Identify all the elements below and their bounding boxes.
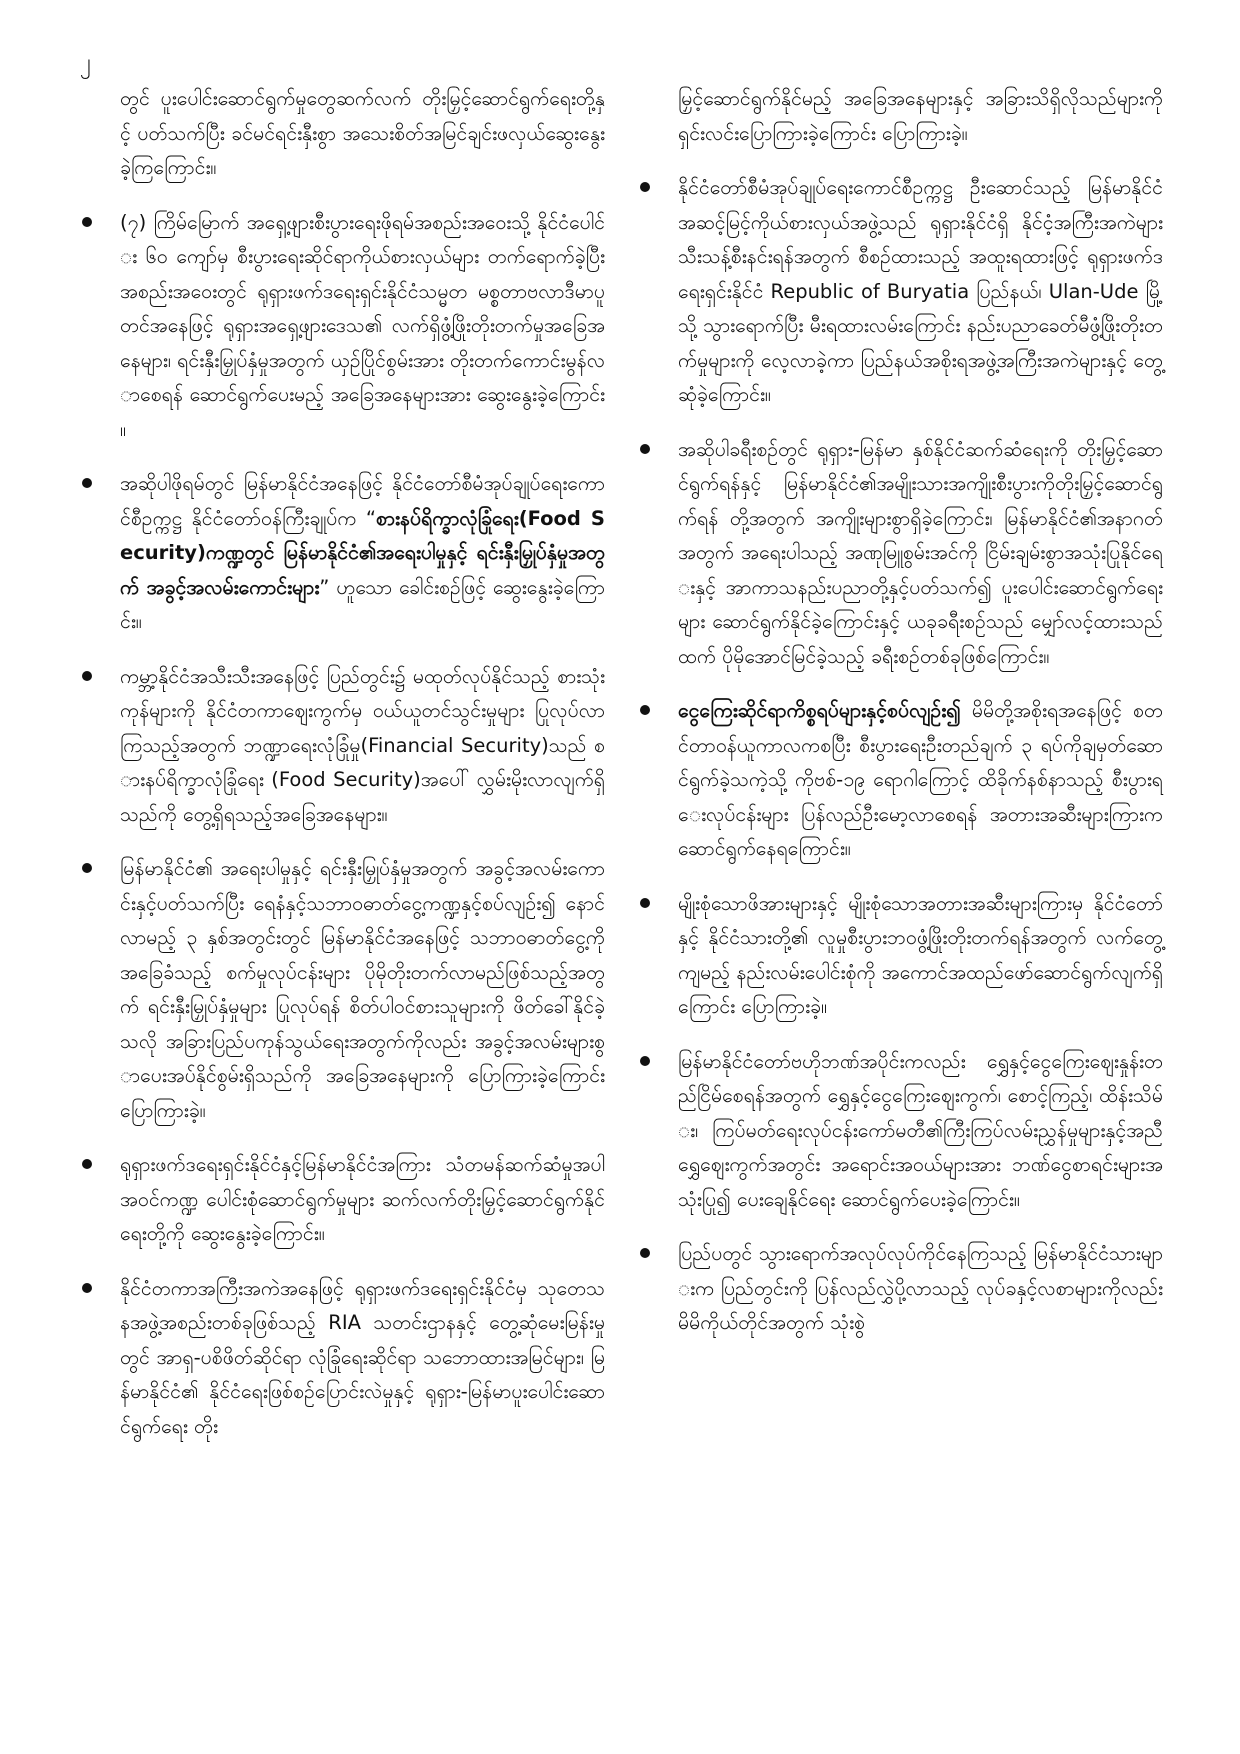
bullet-dot-icon [640,444,650,454]
bullet-text-post: မိမိတို့အစိုးရအနေဖြင့် စတင်တာဝန်ယူကာလကစပြီး စီးပွားရေးဦးတည်ချက် ၃ ရပ်ကိုချမှတ်ဆောင်ရွက်ခဲ့သကဲ့သို့ ကိုဗစ်-၁၉ ရောဂါကြောင့် ထိခိုက်နစ်နာသည့် စီးပွားရေးလုပ်ငန်းများ ပြန်လည်ဦးမော့လာစေရန် အတားအဆီးများကြားက ဆောင်ရွက်နေရကြောင်း။ [678,699,1163,860]
bullet-text-bold: ငွေကြေးဆိုင်ရာကိစ္စရပ်များနှင့်စပ်လျဉ်း၍ [678,699,961,722]
bullet-text: နိုင်ငံတကာအကြီးအကဲအနေဖြင့် ရုရှားဖက်ဒရေးရှင်းနိုင်ငံမှ သုတေသနအဖွဲ့အစည်းတစ်ခုဖြစ်သည့် RIA သတင်းဌာနနှင့် တွေ့ဆုံမေးမြန်းမှုတွင် အာရှ-ပစိဖိတ်ဆိုင်ရာ လုံခြုံရေးဆိုင်ရာ သဘောထားအမြင်များ၊ မြန်မာနိုင်ငံ၏ နိုင်ငံရေးဖြစ်စဉ်ပြောင်းလဲမှုနှင့် ရုရှား-မြန်မာပူးပေါင်းဆောင်ရွက်ရေး တိုး [120,1276,605,1438]
bullet-dot-icon [640,182,650,192]
page-number: ၂ [80,50,91,75]
bullet-dot-icon [640,898,650,908]
bullet-item [80,852,605,1128]
bullet-text: မျိုးစုံသောဖိအားများနှင့် မျိုးစုံသောအတားအဆီးများကြားမှ နိုင်ငံတော်နှင့် နိုင်ငံသားတို့၏ လူမှုစီးပွားဘဝဖွံ့ဖြိုးတိုးတက်ရန်အတွက် လက်တွေ့ကျမည့် နည်းလမ်းပေါင်းစုံကို အကောင်အထည်ဖော်ဆောင်ရွက်လျက်ရှိကြောင်း ပြောကြားခဲ့။ [678,891,1163,1018]
bullet-text: ကမ္ဘာ့နိုင်ငံအသီးသီးအနေဖြင့် ပြည်တွင်း၌ မထုတ်လုပ်နိုင်သည့် စားသုံးကုန်များကို နိုင်ငံတကာဈေးကွက်မှ ဝယ်ယူတင်သွင်းမှုများ ပြုလုပ်လာကြသည့်အတွက် ဘဏ္ဍာရေးလုံခြုံမှု(Financial Security)သည် စားနပ်ရိက္ခာလုံခြုံရေး (Food Security)အပေါ် လွှမ်းမိုးလာလျက်ရှိသည်ကို တွေ့ရှိရသည့်အခြေအနေများ။ [120,664,605,826]
bullet-item [638,1045,1163,1218]
bullet-dot-icon [82,671,92,681]
bullet-text: ရုရှားဖက်ဒရေးရှင်းနိုင်ငံနှင့်မြန်မာနိုင်ငံအကြား သံတမန်ဆက်ဆံမှုအပါအဝင်ကဏ္ဍ ပေါင်းစုံဆောင်ရွက်မှုများ ဆက်လက်တိုးမြှင့်ဆောင်ရွက်နိုင်ရေးတို့ကို ဆွေးနွေးခဲ့ကြောင်း။ [120,1153,605,1245]
bullet-text: အဆိုပါခရီးစဉ်တွင် ရုရှား-မြန်မာ နှစ်နိုင်ငံဆက်ဆံရေးကို တိုးမြှင့်ဆောင်ရွက်ရန်နှင့် မြန်မာနိုင်ငံ၏အမျိုးသားအကျိုးစီးပွားကိုတိုးမြှင့်ဆောင်ရွက်ရန် တို့အတွက် အကျိုးများစွာရှိခဲ့ကြောင်း၊ မြန်မာနိုင်ငံ၏အနာဂတ်အတွက် အရေးပါသည့် အဏုမြူစွမ်းအင်ကို ငြိမ်းချမ်းစွာအသုံးပြုနိုင်ရေးနှင့် အာကာသနည်းပညာတို့နှင့်ပတ်သက်၍ ပူးပေါင်းဆောင်ရွက်ရေးများ ဆောင်ရွက်နိုင်ခဲ့ကြောင်းနှင့် ယခုခရီးစဉ်သည် မျှော်လင့်ထားသည်ထက် ပိုမိုအောင်မြင်ခဲ့သည့် ခရီးစဉ်တစ်ခုဖြစ်ကြောင်း။ [678,437,1163,668]
bullet-item [638,694,1163,867]
bullet-dot-icon [640,705,650,715]
bullet-item [638,433,1163,675]
bullet-text: နိုင်ငံတော်စီမံအုပ်ချုပ်ရေးကောင်စီဥက္ကဋ္ဌ ဦးဆောင်သည့် မြန်မာနိုင်ငံ အဆင့်မြင့်ကိုယ်စားလှယ်အဖွဲ့သည် ရုရှားနိုင်ငံရှိ နိုင်ငံ့အကြီးအကဲများ သီးသန့်စီးနင်းရန်အတွက် စီစဉ်ထားသည့် အထူးရထားဖြင့် ရုရှားဖက်ဒရေးရှင်းနိုင်ငံ Republic of Buryatia ပြည်နယ်၊ Ulan-Ude မြို့သို့ သွားရောက်ပြီး မီးရထားလမ်းကြောင်း နည်းပညာခေတ်မီဖွံ့ဖြိုးတိုးတက်မှုများကို လေ့လာခဲ့ကာ ပြည်နယ်အစိုးရအဖွဲ့အကြီးအကဲများနှင့် တွေ့ဆုံခဲ့ကြောင်း။ [678,176,1163,406]
bullet-dot-icon [82,217,92,227]
bullet-item [638,887,1163,1025]
bullet-item [638,171,1163,413]
bullet-text: မြန်မာနိုင်ငံတော်ဗဟိုဘဏ်အပိုင်းကလည်း ရွှေနှင့်ငွေကြေးဈေးနှုန်းတည်ငြိမ်စေရန်အတွက် ရွှေနှင့်ငွေကြေးဈေးကွက်၊ စောင့်ကြည့်၊ ထိန်းသိမ်း၊ ကြပ်မတ်ရေးလုပ်ငန်းကော်မတီ၏ကြီးကြပ်လမ်းညွှန်မှုများနှင့်အညီ ရွှေဈေးကွက်အတွင်း အရောင်းအဝယ်များအား ဘဏ်ငွေစာရင်းများအသုံးပြု၍ ပေးချေနိုင်ရေး ဆောင်ရွက်ပေးခဲ့ကြောင်း။ [678,1049,1163,1211]
bullet-dot-icon [82,863,92,873]
bullet-text-post: ” ဟူသော ခေါင်းစဉ်ဖြင့် ဆွေးနွေးခဲ့ကြောင်း။ [120,575,605,633]
left-column [80,82,605,1464]
bullet-item [80,206,605,448]
bullet-item [638,1237,1163,1341]
bullet-text: (၇) ကြိမ်မြောက် အရှေ့ဖျားစီးပွားရေးဖိုရမ်အစည်းအဝေးသို့ နိုင်ငံပေါင်း ၆၀ ကျော်မှ စီးပွားရေးဆိုင်ရာကိုယ်စားလှယ်များ တက်ရောက်ခဲ့ပြီး အစည်းအဝေးတွင် ရုရှားဖက်ဒရေးရှင်းနိုင်ငံသမ္မတ မစ္စတာဗလာဒီမာပူတင်အနေဖြင့် ရုရှားအရှေ့ဖျားဒေသ၏ လက်ရှိဖွံ့ဖြိုးတိုးတက်မှုအခြေအနေများ၊ ရင်းနှီးမြှုပ်နှံမှုအတွက် ယှဉ်ပြိုင်စွမ်းအား တိုးတက်ကောင်းမွန်လာစေရန် ဆောင်ရွက်ပေးမည့် အခြေအနေများအား ဆွေးနွေးခဲ့ကြောင်း။ [120,210,605,441]
continuation-text: မြှင့်ဆောင်ရွက်နိုင်မည့် အခြေအနေများနှင့် အခြားသိရှိလိုသည်များကို ရှင်းလင်းပြောကြားခဲ့ကြောင်း ပြောကြားခဲ့။ [678,87,1163,145]
bullet-dot-icon [82,1283,92,1293]
bullet-item [80,467,605,640]
bullet-item [80,1148,605,1252]
bullet-text: ပြည်ပတွင် သွားရောက်အလုပ်လုပ်ကိုင်နေကြသည့် မြန်မာနိုင်ငံသားများက ပြည်တွင်းကို ပြန်လည်လွှဲပို့လာသည့် လုပ်ခနှင့်လစာများကိုလည်း မိမိကိုယ်တိုင်အတွက် သုံးစွဲ [678,1242,1163,1334]
bullet-dot-icon [640,1248,650,1258]
right-column [638,82,1163,1361]
bullet-text-pre: အဆိုပါဖိုရမ်တွင် မြန်မာနိုင်ငံအနေဖြင့် နိုင်ငံတော်စီမံအုပ်ချုပ်ရေးကောင်စီဥက္ကဋ္ဌ နိုင်ငံတော်ဝန်ကြီးချုပ်က “ [120,472,605,530]
bullet-item [80,660,605,833]
bullet-dot-icon [82,478,92,488]
bullet-text: မြန်မာနိုင်ငံ၏ အရေးပါမှုနှင့် ရင်းနှီးမြှုပ်နှံမှုအတွက် အခွင့်အလမ်းကောင်းနှင့်ပတ်သက်ပြီး ရေနံနှင့်သဘာဝဓာတ်ငွေ့ကဏ္ဍနှင့်စပ်လျဉ်း၍ နောင်လာမည့် ၃ နှစ်အတွင်းတွင် မြန်မာနိုင်ငံအနေဖြင့် သဘာဝဓာတ်ငွေ့ကို အခြေခံသည့် စက်မှုလုပ်ငန်းများ ပိုမိုတိုးတက်လာမည်ဖြစ်သည့်အတွက် ရင်းနှီးမြှုပ်နှံမှုများ ပြုလုပ်ရန် စိတ်ပါဝင်စားသူများကို ဖိတ်ခေါ်နိုင်ခဲ့သလို အခြားပြည်ပကုန်သွယ်ရေးအတွက်ကိုလည်း အခွင့်အလမ်းများစွာပေးအပ်နိုင်စွမ်းရှိသည်ကို အခြေအနေများကို ပြောကြားခဲ့ကြောင်း ပြောကြားခဲ့။ [120,857,605,1122]
continuation-text: တွင် ပူးပေါင်းဆောင်ရွက်မှုတွေဆက်လက် တိုးမြှင့်ဆောင်ရွက်ရေးတို့နှင့် ပတ်သက်ပြီး ခင်မင်ရင်းနှီးစွာ အသေးစိတ်အမြင်ချင်းဖလှယ်ဆွေးနွေးခဲ့ကြကြောင်း။ [120,87,605,179]
bullet-dot-icon [82,1159,92,1169]
bullet-dot-icon [640,1056,650,1066]
bullet-item [80,1272,605,1445]
bullet-text-bold: စားနပ်ရိက္ခာလုံခြုံရေး(Food Security)ကဏ္ဍတွင် မြန်မာနိုင်ငံ၏အရေးပါမှုနှင့် ရင်းနှီးမြှုပ်နှံမှုအတွက် အခွင့်အလမ်းကောင်းများ [120,506,605,599]
